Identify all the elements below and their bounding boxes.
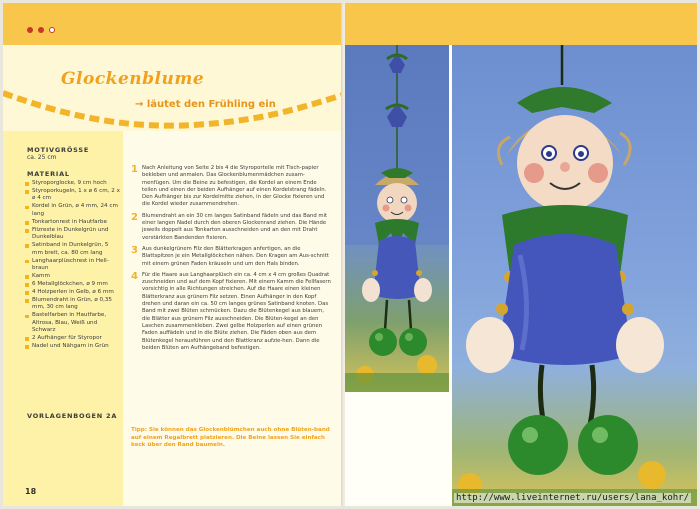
step-number: 1 — [131, 164, 138, 175]
page-subtitle: → läutet den Frühling ein — [135, 99, 276, 110]
book-spread — [3, 3, 697, 506]
instruction-steps — [131, 165, 331, 356]
size-heading: MOTIVGRÖSSE — [27, 146, 90, 154]
material-item: 4 Holzperlen in Gelb, ø 6 mm — [25, 289, 120, 296]
material-item: Filzreste in Dunkelgrün und Dunkelblau — [25, 227, 120, 242]
right-page — [345, 3, 697, 506]
step-text: Blumendraht an ein 30 cm langes Satinband fädeln und das Band mit einer langen Nadel durch den oberen Glockenrand ziehen. Die Hände jeweils doppelt aus Tonkarton ausschneiden und an den mit Draht verstärkten Bandenden fixieren. — [142, 212, 328, 241]
material-item: 6 Metallglöckchen, ø 9 mm — [25, 281, 120, 288]
source-url-watermark: http://www.liveinternet.ru/users/lana_kohr/ — [456, 493, 689, 503]
step-text: Aus dunkelgrünem Filz den Blätterkragen anfertigen, an die Blattspitzen je ein Metallglöckchen nähen. Den Kragen am Aus-schnitt mit einem grünen Faden kräuseln und um den Hals binden. — [142, 245, 329, 267]
material-item: Langhaarplüschrest in Hell-braun — [25, 258, 120, 273]
material-item: Blumendraht in Grün, ø 0,35 mm, 30 cm lang — [25, 297, 120, 312]
step-text: Nach Anleitung von Seite 2 bis 4 die Styroporteile mit Tisch-papier bekleben und anmalen. Das Glockenblumenmädchen zusam-menfügen. Um die Beine zu befestigen, die Kordel an einem Ende teilen und einen der beiden Aufhänger auf einen Kordelstrang fädeln. Den Aufhänger bis zur Kordelmitte ziehen, in der Glocke fixieren und die Kordel wieder zusammendrehen. — [142, 165, 327, 208]
top-color-band — [3, 3, 343, 45]
left-page — [3, 3, 343, 506]
material-item: Kamm — [25, 273, 120, 280]
size-value: ca. 25 cm — [27, 154, 57, 161]
red-dot-icon — [38, 27, 44, 33]
step-number: 2 — [131, 211, 138, 223]
instruction-step — [131, 213, 331, 242]
top-color-band — [345, 3, 697, 45]
material-item: Styroporkugeln, 1 x ø 6 cm, 2 x ø 4 cm — [25, 188, 120, 203]
white-dot-icon — [49, 27, 55, 33]
material-item: Tonkartonrest in Hautfarbe — [25, 219, 120, 226]
material-heading: MATERIAL — [27, 170, 70, 178]
material-list — [25, 180, 120, 351]
red-dot-icon — [27, 27, 33, 33]
tip-label: Tipp: — [131, 427, 147, 433]
template-label: VORLAGENBOGEN 2A — [27, 412, 118, 420]
material-item: 2 Aufhänger für Styropor — [25, 335, 120, 342]
page-number: 18 — [25, 487, 37, 496]
dashed-wave-divider — [3, 85, 343, 135]
page-title: Glockenblume — [61, 69, 205, 89]
tip-box — [131, 427, 331, 450]
instruction-step — [131, 246, 331, 268]
step-number: 3 — [131, 244, 138, 256]
tip-text: Sie können das Glockenblümchen auch ohne Blüten-band auf einem Regalbrett platzieren. Die Beine lassen Sie einfach keck über den Rand baumeln. — [131, 427, 330, 448]
step-text: Für die Haare aus Langhaarplüsch ein ca. 4 cm x 4 cm großes Quadrat zuschneiden und auf dem Kopf fixieren. Mit einem Kamm die Fellfasern vorsichtig in alle Richtungen streichen. Auf die Haare einen kleinen Blätterkranz aus grünem Filz setzen. Einen Aufhänger in den Kopf drehen und daran ein ca. 50 cm langes grünes Satinband knoten. Das Band mit zwei Blüten schmücken. Dazu die Blütenkegel aus blauem, die Blätter aus grünem Filz ausschneiden. Die Blüten-kegel an den Laschen zusammenkleben. Zwei gelbe Holzperlen auf einen grünen Faden auffädeln und in die Blüte ziehen. Die Fäden oben aus dem Blütenkegel herausführen und den Blattkranz aufzie-hen. Dann die beiden Blüten am Aufhängeband befestigen. — [142, 271, 331, 351]
bellflower-figure-large-illustration — [452, 45, 697, 506]
photo-full-figure — [345, 45, 449, 392]
decorative-dots — [27, 27, 55, 33]
material-item: Satinband in Dunkelgrün, 5 mm breit, ca. 80 cm lang — [25, 242, 120, 257]
material-item: Kordel in Grün, ø 4 mm, 24 cm lang — [25, 203, 120, 218]
material-item: Bastelfarben in Hautfarbe, Altrosa, Blau, Weiß und Schwarz — [25, 312, 120, 334]
instruction-step — [131, 165, 331, 209]
step-number: 4 — [131, 270, 138, 282]
instruction-step — [131, 272, 331, 352]
bellflower-figure-small-illustration — [345, 45, 449, 392]
photo-close-up — [452, 45, 697, 506]
material-item: Styroporglocke, 9 cm hoch — [25, 180, 120, 187]
material-item: Nadel und Nähgarn in Grün — [25, 343, 120, 350]
